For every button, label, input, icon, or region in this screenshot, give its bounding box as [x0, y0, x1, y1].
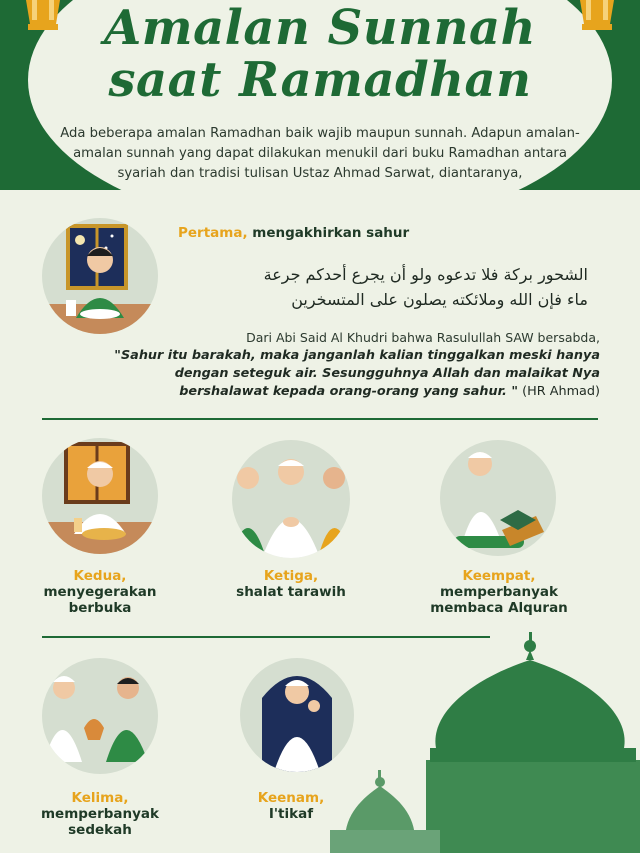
arabic-hadith	[210, 262, 588, 312]
ordinal-label: Ketiga,	[263, 568, 319, 584]
practice-label: menyegerakan	[43, 584, 157, 600]
intro-paragraph: Ada beberapa amalan Ramadhan baik wajib maupun sunnah. Adapun amalan-amalan sunnah yang dapat dilakukan menukil dari buku Ramadhan antara syariah dan tradisi tulisan Ustaz Ahmad Sarwat, diantaranya,	[60, 126, 580, 181]
person-iftar-illustration	[42, 438, 158, 554]
person-sahur-illustration	[42, 218, 158, 334]
ordinal-label: Keenam,	[257, 790, 325, 806]
hadith-quote-block	[100, 347, 600, 401]
hadith-narration: Dari Abi Said Al Khudri bahwa Rasulullah SAW bersabda,	[246, 330, 600, 345]
caption-fourth	[424, 568, 574, 616]
mosque-silhouette	[330, 620, 640, 853]
practice-label: mengakhirkan sahur	[252, 225, 410, 241]
practice-label: sedekah	[68, 822, 132, 838]
arabic-line-1: الشحور بركة فلا تدعوه ولو أن يجرع أحدكم جرعة	[263, 265, 588, 284]
title-line-2: saat Ramadhan	[108, 52, 532, 108]
ordinal-label: Pertama,	[178, 225, 248, 241]
practice-label: memperbanyak	[439, 584, 559, 600]
divider	[42, 418, 598, 420]
arabic-line-2: ماء فإن الله وملائكته يصلون على المتسخرين	[291, 290, 588, 309]
tarawih-group-illustration	[232, 440, 350, 558]
caption-second	[30, 568, 170, 616]
practice-label: berbuka	[68, 600, 132, 616]
first-practice-heading	[178, 225, 409, 241]
charity-giving-illustration	[42, 658, 158, 774]
hadith-quote: "Sahur itu barakah, maka janganlah kalian tinggalkan meski hanya dengan seteguk air. Sesungguhnya Allah dan malaikat Nya bershalawat kepada orang-orang yang sahur. "	[114, 348, 600, 399]
title-line-1: Amalan Sunnah	[104, 0, 536, 56]
hadith-source: (HR Ahmad)	[522, 384, 600, 399]
practice-label: memperbanyak	[40, 806, 160, 822]
caption-third	[226, 568, 356, 600]
caption-fifth	[30, 790, 170, 838]
practice-label: shalat tarawih	[236, 584, 346, 600]
ordinal-label: Keempat,	[462, 568, 536, 584]
page-title	[0, 2, 640, 106]
practice-label: I'tikaf	[268, 806, 314, 822]
quran-reading-illustration	[440, 440, 556, 556]
practice-label: membaca Alquran	[430, 600, 568, 616]
ordinal-label: Kelima,	[71, 790, 129, 806]
ordinal-label: Kedua,	[73, 568, 127, 584]
